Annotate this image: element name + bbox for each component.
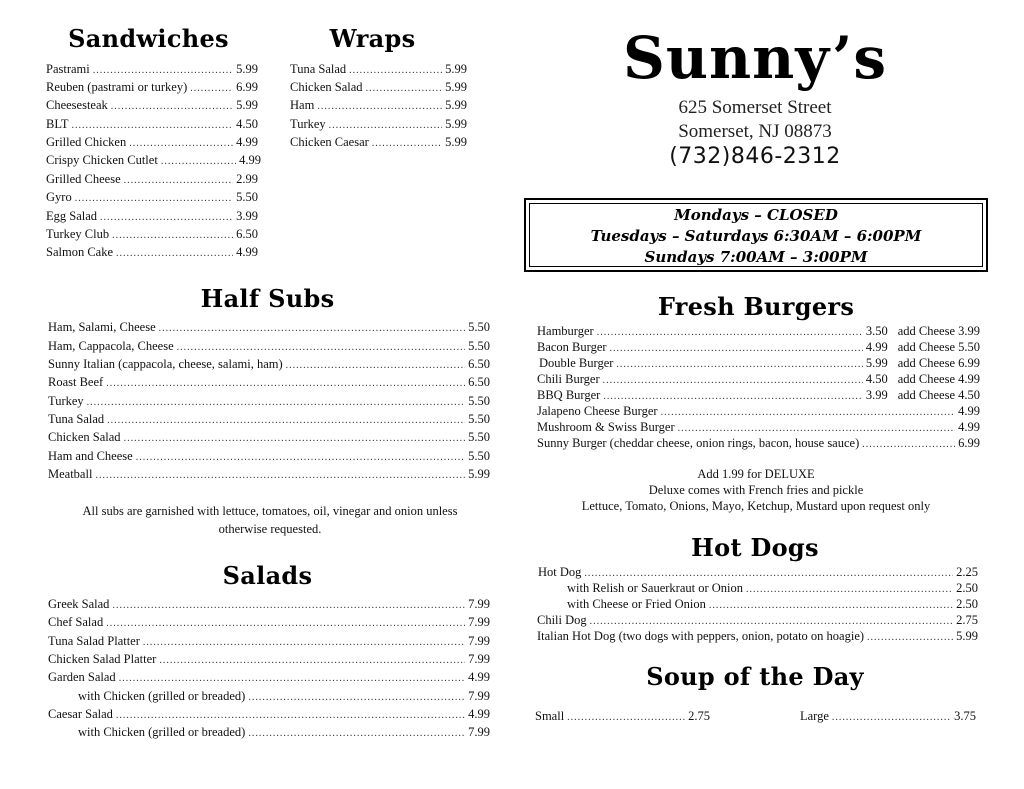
menu-item (800, 707, 976, 725)
menu-item (48, 650, 490, 668)
menu-item (48, 465, 490, 483)
menu-item (46, 243, 258, 261)
item-name: Mushroom & Swiss Burger (537, 420, 675, 434)
item-price: 5.99 (445, 135, 467, 149)
item-name: Gyro (46, 190, 72, 204)
item-price: 6.50 (468, 375, 490, 389)
item-price: 5.50 (468, 449, 490, 463)
item-name: Chicken Salad (48, 430, 121, 444)
item-name: Ham, Cappacola, Cheese (48, 339, 174, 353)
cheese-addon: add Cheese 4.99 (897, 372, 980, 386)
item-name: with Cheese or Fried Onion (567, 597, 706, 611)
item-price: 4.99 (468, 707, 490, 721)
item-price: 6.99 (236, 80, 258, 94)
item-price: 5.99 (865, 356, 888, 370)
item-name: Hamburger (537, 324, 594, 338)
item-price: 5.50 (236, 190, 258, 204)
sandwiches-heading: Sandwiches (68, 24, 229, 53)
menu-item (48, 447, 490, 465)
item-name: Greek Salad (48, 597, 110, 611)
item-name: Tuna Salad Platter (48, 634, 140, 648)
menu-item (46, 151, 261, 169)
menu-item (46, 78, 258, 96)
item-name: Pastrami (46, 62, 90, 76)
menu-item (48, 392, 490, 410)
menu-item (290, 133, 467, 151)
item-price: 4.99 (239, 153, 261, 167)
soup-heading: Soup of the Day (646, 662, 864, 691)
item-price: 4.99 (958, 404, 980, 418)
menu-item (46, 225, 258, 243)
item-price: 5.99 (445, 62, 467, 76)
address-line1: 625 Somerset Street (678, 97, 832, 118)
item-price: 5.99 (445, 117, 467, 131)
item-price: 6.50 (468, 357, 490, 371)
burgers-heading: Fresh Burgers (657, 292, 855, 321)
item-price: 3.75 (954, 709, 976, 723)
menu-item (46, 188, 258, 206)
item-name: Ham and Cheese (48, 449, 133, 463)
cheese-addon: add Cheese 6.99 (897, 356, 980, 370)
item-price: 4.50 (865, 372, 888, 386)
menu-item (48, 613, 490, 631)
restaurant-name: Sunny’s (622, 24, 888, 92)
item-name: Reuben (pastrami or turkey) (46, 80, 188, 94)
item-name: Ham (290, 98, 315, 112)
item-name: Garden Salad (48, 670, 116, 684)
menu-item (48, 595, 490, 613)
menu-item (290, 78, 467, 96)
cheese-addon: add Cheese 3.99 (897, 324, 980, 338)
item-name: with Chicken (grilled or breaded) (78, 689, 246, 703)
subs-note-line1: All subs are garnished with lettuce, tomatoes, oil, vinegar and onion unless (82, 504, 458, 518)
item-price: 2.75 (956, 613, 978, 627)
item-price: 6.50 (236, 227, 258, 241)
item-price: 2.25 (956, 565, 978, 579)
item-name: Bacon Burger (537, 340, 607, 354)
item-name: Ham, Salami, Cheese (48, 320, 156, 334)
menu-item (46, 115, 258, 133)
item-price: 5.99 (445, 80, 467, 94)
item-price: 2.99 (236, 172, 258, 186)
item-price: 4.99 (236, 245, 258, 259)
item-name: Large (800, 709, 829, 723)
item-name: Crispy Chicken Cutlet (46, 153, 158, 167)
item-name: BLT (46, 117, 69, 131)
menu-item (48, 410, 490, 428)
menu-item (48, 318, 490, 336)
item-name: Grilled Cheese (46, 172, 121, 186)
item-name: Sunny Burger (cheddar cheese, onion rings, bacon, house sauce) (537, 436, 860, 450)
menu-item (537, 434, 980, 452)
item-name: Egg Salad (46, 209, 98, 223)
item-price: 5.50 (468, 320, 490, 334)
hours-line: Mondays – CLOSED (674, 206, 838, 224)
item-name: with Chicken (grilled or breaded) (78, 725, 246, 739)
item-price: 3.99 (236, 209, 258, 223)
item-name: Meatball (48, 467, 93, 481)
item-name: Turkey (290, 117, 326, 131)
item-name: Turkey Club (46, 227, 110, 241)
menu-item (48, 355, 490, 373)
salads-heading: Salads (222, 561, 313, 590)
subs-note-line2: otherwise requested. (218, 522, 322, 536)
item-price: 3.99 (865, 388, 888, 402)
item-price: 6.99 (958, 436, 980, 450)
item-name: Chicken Caesar (290, 135, 369, 149)
item-price: 4.99 (468, 670, 490, 684)
menu-item (290, 96, 467, 114)
item-price: 5.99 (956, 629, 978, 643)
menu-item (78, 723, 490, 741)
item-price: 4.99 (958, 420, 980, 434)
menu-item (290, 115, 467, 133)
item-name: Turkey (48, 394, 84, 408)
item-price: 4.99 (236, 135, 258, 149)
item-price: 7.99 (468, 634, 490, 648)
menu-item (48, 668, 490, 686)
item-price: 5.50 (468, 430, 490, 444)
item-name: Chicken Salad (290, 80, 363, 94)
item-name: Small (535, 709, 565, 723)
item-price: 7.99 (468, 689, 490, 703)
menu-item (46, 133, 258, 151)
item-price: 5.99 (468, 467, 490, 481)
cheese-addon: add Cheese 5.50 (897, 340, 980, 354)
item-name: with Relish or Sauerkraut or Onion (567, 581, 744, 595)
menu-item (290, 60, 467, 78)
item-name: Tuna Salad (48, 412, 105, 426)
cheese-addon: add Cheese 4.50 (897, 388, 980, 402)
item-price: 5.99 (236, 98, 258, 112)
item-name: Chili Dog (537, 613, 587, 627)
hours-line: Sundays 7:00AM – 3:00PM (644, 248, 868, 266)
menu-item (48, 373, 490, 391)
item-name: Double Burger (539, 356, 614, 370)
item-name: Jalapeno Cheese Burger (537, 404, 658, 418)
item-name: Chili Burger (537, 372, 600, 386)
menu-item (48, 428, 490, 446)
menu-item (535, 707, 710, 725)
deluxe-note-line3: Lettuce, Tomato, Onions, Mayo, Ketchup, Mustard upon request only (581, 499, 931, 513)
deluxe-note-line1: Add 1.99 for DELUXE (697, 467, 815, 481)
wraps-heading: Wraps (329, 24, 416, 53)
item-price: 5.50 (468, 394, 490, 408)
item-price: 2.50 (956, 581, 978, 595)
menu-item (48, 705, 490, 723)
menu-item (46, 60, 258, 78)
item-name: Cheesesteak (46, 98, 108, 112)
item-name: BBQ Burger (537, 388, 601, 402)
item-name: Chef Salad (48, 615, 104, 629)
half-subs-heading: Half Subs (200, 284, 335, 313)
item-price: 5.50 (468, 339, 490, 353)
menu-item (46, 170, 258, 188)
address-line2: Somerset, NJ 08873 (678, 121, 832, 142)
item-name: Salmon Cake (46, 245, 114, 259)
item-price: 4.50 (236, 117, 258, 131)
item-price: 3.50 (865, 324, 888, 338)
item-price: 5.99 (236, 62, 258, 76)
item-price: 5.50 (468, 412, 490, 426)
item-name: Roast Beef (48, 375, 104, 389)
item-name: Hot Dog (538, 565, 582, 579)
menu-item (537, 627, 978, 645)
item-price: 7.99 (468, 615, 490, 629)
deluxe-note-line2: Deluxe comes with French fries and pickle (648, 483, 864, 497)
item-price: 7.99 (468, 652, 490, 666)
item-price: 5.99 (445, 98, 467, 112)
menu-item (46, 207, 258, 225)
hours-line: Tuesdays – Saturdays 6:30AM – 6:00PM (590, 227, 922, 245)
menu-item (48, 337, 490, 355)
phone-number: (732)846-2312 (669, 144, 841, 169)
item-name: Grilled Chicken (46, 135, 127, 149)
item-price: 7.99 (468, 725, 490, 739)
hot-dogs-heading: Hot Dogs (691, 533, 819, 562)
item-price: 2.50 (956, 597, 978, 611)
menu-item (46, 96, 258, 114)
item-name: Chicken Salad Platter (48, 652, 157, 666)
menu-item (78, 687, 490, 705)
menu-item (48, 632, 490, 650)
item-price: 2.75 (688, 709, 710, 723)
item-price: 4.99 (865, 340, 888, 354)
item-name: Italian Hot Dog (two dogs with peppers, onion, potato on hoagie) (537, 629, 865, 643)
item-name: Tuna Salad (290, 62, 347, 76)
item-name: Sunny Italian (cappacola, cheese, salami, ham) (48, 357, 283, 371)
hours-box (524, 198, 988, 272)
item-name: Caesar Salad (48, 707, 113, 721)
item-price: 7.99 (468, 597, 490, 611)
